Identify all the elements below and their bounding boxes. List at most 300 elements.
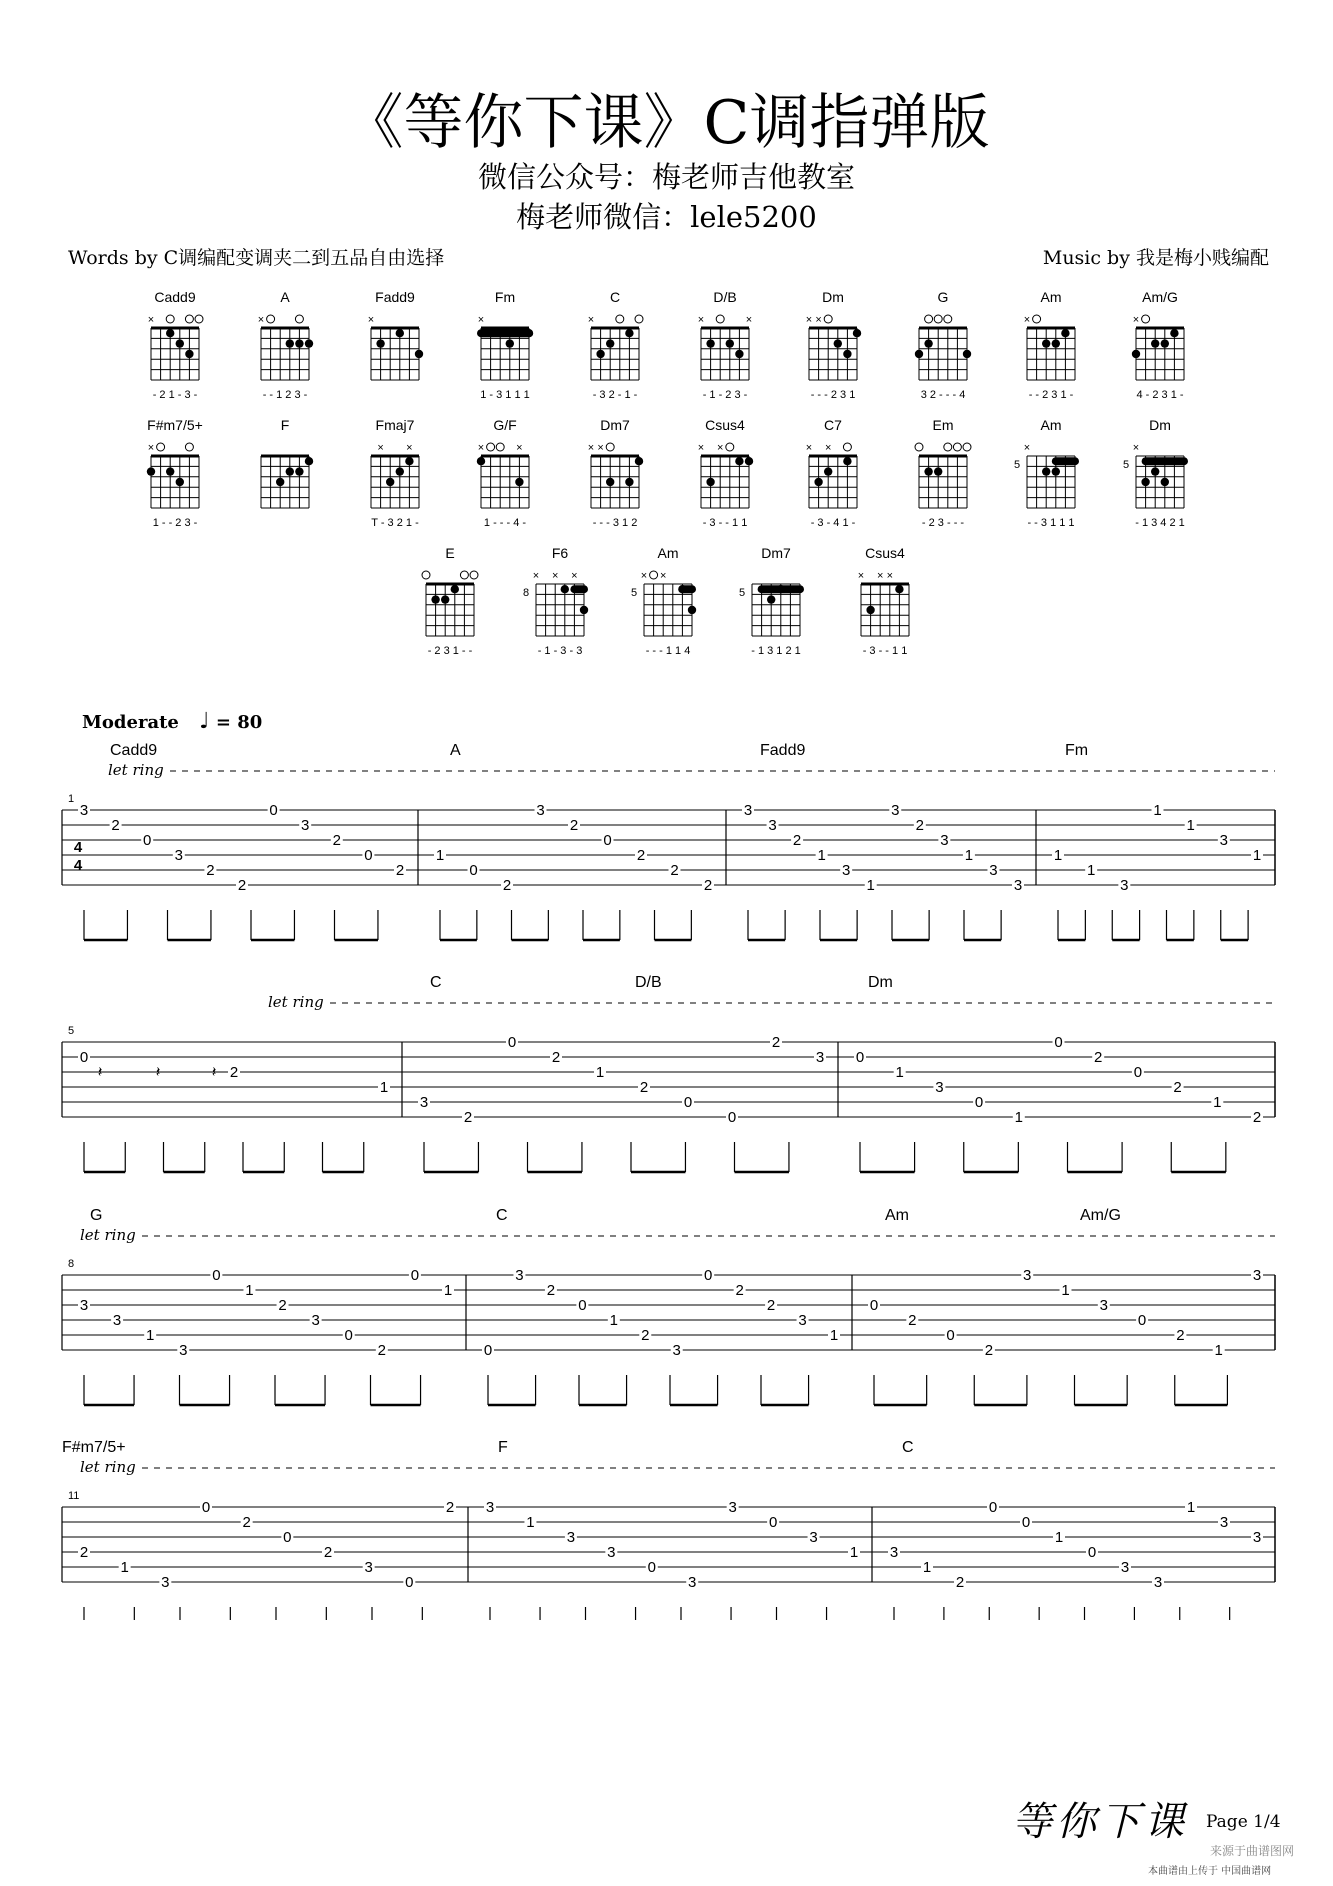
chord-diagram: [588, 289, 643, 401]
chord-diagram: [588, 417, 643, 529]
open-string-mark: [185, 443, 193, 451]
open-string-mark: [1142, 315, 1150, 323]
chord-diagram: [806, 417, 857, 529]
finger-dot: [1061, 329, 1069, 337]
fret-number: 2: [908, 1312, 917, 1329]
finger-dot: [376, 339, 384, 347]
fret-number: 2: [735, 1282, 744, 1299]
chord-diagram: [1024, 289, 1075, 401]
fret-number: 2: [1094, 1049, 1103, 1066]
finger-dot: [396, 329, 404, 337]
chord-name: C: [609, 289, 621, 305]
finger-dot: [915, 350, 923, 358]
barre-bar: [678, 585, 696, 593]
chord-name: Am: [1040, 289, 1062, 305]
fret-number: 0: [410, 1267, 420, 1284]
fret-number: 1: [435, 847, 445, 864]
fret-number: 3: [672, 1342, 681, 1359]
fret-number: 3: [1219, 832, 1229, 849]
fret-number: 1: [146, 1327, 155, 1344]
finger-dot: [305, 339, 313, 347]
chord-diagram: [915, 417, 971, 529]
finger-dot: [814, 478, 822, 486]
fret-number: 3: [743, 802, 753, 819]
fret-number: 1: [1153, 802, 1162, 819]
muted-string-mark: ×: [815, 314, 822, 326]
fret-number: 3: [798, 1312, 807, 1329]
chord-diagram: [523, 545, 588, 657]
chord-fingering: T - 3 2 1 -: [371, 517, 419, 529]
muted-string-mark: ×: [876, 570, 884, 582]
tempo-marking: [82, 709, 262, 734]
tab-system: [62, 974, 1275, 1172]
tab-system: [62, 742, 1275, 940]
fret-number: 0: [869, 1297, 879, 1314]
fret-number: 2: [915, 817, 924, 834]
fret-number: 2: [377, 1342, 386, 1359]
fret-number: 2: [445, 1499, 455, 1516]
fret-number: 1: [922, 1559, 932, 1576]
muted-string-mark: ×: [716, 442, 724, 454]
fret-number: 1: [443, 1282, 453, 1299]
chord-name: Am: [1040, 417, 1062, 433]
fret-number: 3: [768, 817, 777, 834]
muted-string-mark: ×: [147, 314, 155, 326]
chord-name: Csus4: [865, 545, 905, 561]
fret-number: 1: [609, 1312, 618, 1329]
fret-number: 3: [1252, 1529, 1262, 1546]
fret-number: 0: [974, 1094, 984, 1111]
finger-dot: [276, 478, 284, 486]
fret-number: 2: [237, 877, 247, 894]
open-string-mark: [953, 443, 961, 451]
chord-diagram: [806, 289, 861, 401]
fret-number: 0: [79, 1049, 89, 1066]
fret-number: 2: [766, 1297, 776, 1314]
fret-number: 2: [1176, 1327, 1185, 1344]
finger-dot: [843, 457, 851, 465]
tab-chord-label: G: [90, 1207, 103, 1224]
fret-number: 1: [849, 1544, 859, 1561]
finger-dot: [286, 339, 294, 347]
quarter-note-icon: ♩: [199, 709, 210, 734]
muted-string-mark: ×: [516, 442, 523, 454]
fret-number: 3: [809, 1529, 818, 1546]
finger-dot: [924, 467, 932, 475]
measure-number: 8: [68, 1258, 75, 1270]
chord-name: Fmaj7: [375, 417, 415, 433]
fret-number: 0: [483, 1342, 493, 1359]
chord-fingering: - 1 - 3 - 3: [537, 645, 583, 657]
finger-dot: [405, 457, 413, 465]
chord-fret-number: 8: [522, 587, 530, 599]
fret-number: 2: [1252, 1109, 1262, 1126]
chord-fingering: - 3 - - 1 1: [862, 645, 908, 657]
fret-number: 3: [485, 1499, 495, 1516]
open-string-mark: [925, 315, 933, 323]
chord-diagram: [477, 289, 533, 401]
chord-fingering: - 1 3 1 2 1: [751, 645, 801, 657]
open-string-mark: [267, 315, 275, 323]
fret-number: 0: [283, 1529, 292, 1546]
finger-dot: [606, 478, 614, 486]
finger-dot: [625, 478, 633, 486]
muted-string-mark: ×: [805, 442, 813, 454]
chord-diagram: [698, 289, 752, 401]
tab-chord-label: Cadd9: [110, 742, 158, 759]
tab-chord-label: Dm: [868, 974, 893, 991]
open-string-mark: [934, 315, 942, 323]
muted-string-mark: ×: [147, 442, 155, 454]
chord-fingering: - - 3 1 1 1: [1027, 517, 1075, 529]
open-string-mark: [606, 443, 614, 451]
fret-number: 2: [502, 877, 512, 894]
chord-fingering: 3 2 - - - 4: [920, 389, 966, 401]
muted-string-mark: ×: [824, 442, 832, 454]
finger-dot: [735, 457, 743, 465]
tab-chord-label: D/B: [635, 974, 662, 991]
fret-number: 3: [935, 1079, 944, 1096]
tab-chord-label: A: [450, 742, 461, 759]
tab-chord-label: Fm: [1065, 742, 1089, 759]
open-string-mark: [944, 443, 952, 451]
chord-fingering: - - - 3 1 2: [592, 517, 638, 529]
handwritten-title: 等你下课: [1012, 1799, 1188, 1845]
fret-number: 1: [120, 1559, 129, 1576]
open-string-mark: [635, 315, 643, 323]
finger-dot: [625, 329, 633, 337]
finger-dot: [1151, 467, 1159, 475]
muted-string-mark: ×: [1023, 314, 1031, 326]
chord-name: Fm: [494, 289, 516, 305]
let-ring-label: let ring: [80, 1226, 136, 1244]
measure-number: 5: [68, 1025, 75, 1037]
chord-fingering: - 3 2 - 1 -: [592, 389, 638, 401]
muted-string-mark: ×: [477, 442, 485, 454]
fret-number: 1: [1186, 817, 1195, 834]
fret-number: 3: [607, 1544, 616, 1561]
fret-number: 1: [526, 1514, 535, 1531]
chord-diagram: [477, 417, 529, 529]
fret-number: 0: [405, 1574, 414, 1591]
fret-number: 0: [1133, 1064, 1143, 1081]
tempo-label: Moderate: [82, 712, 179, 733]
fret-number: 2: [206, 862, 215, 879]
muted-string-mark: ×: [1023, 442, 1031, 454]
upload-note: 本曲谱由上传于 中国曲谱网: [1148, 1866, 1272, 1877]
let-ring-label: let ring: [268, 993, 324, 1011]
finger-dot: [735, 350, 743, 358]
chord-diagram: [698, 417, 753, 529]
chord-fingering: - 3 - - 1 1: [702, 517, 748, 529]
open-string-mark: [616, 315, 624, 323]
chord-name: Fadd9: [375, 289, 415, 305]
chord-fret-number: 5: [1013, 459, 1021, 471]
finger-dot: [305, 457, 313, 465]
fret-number: 2: [463, 1109, 473, 1126]
quarter-rest-icon: 𝄽: [211, 1064, 217, 1081]
fret-number: 2: [955, 1574, 965, 1591]
finger-dot: [1042, 467, 1050, 475]
fret-number: 3: [112, 1312, 122, 1329]
fret-number: 3: [1013, 877, 1023, 894]
chord-fret-number: 5: [1122, 459, 1130, 471]
fret-number: 0: [269, 802, 278, 819]
fret-number: 3: [301, 817, 310, 834]
muted-string-mark: ×: [477, 314, 485, 326]
finger-dot: [963, 350, 971, 358]
chord-name: G: [937, 289, 949, 305]
chord-fingering: - - - 2 3 1: [810, 389, 856, 401]
finger-dot: [706, 478, 714, 486]
chord-fingering: - 3 - 4 1 -: [810, 517, 856, 529]
chord-fingering: - 2 3 1 - -: [427, 645, 473, 657]
fret-number: 3: [1219, 1514, 1229, 1531]
fret-number: 0: [603, 832, 612, 849]
fret-number: 2: [639, 1079, 649, 1096]
fret-number: 1: [1086, 862, 1096, 879]
chord-name: G/F: [493, 417, 517, 433]
barre-bar: [758, 585, 804, 593]
fret-number: 1: [1061, 1282, 1070, 1299]
chord-diagram: [858, 545, 909, 657]
chord-diagram: [261, 417, 313, 508]
fret-number: 0: [469, 862, 478, 879]
fret-number: 0: [212, 1267, 221, 1284]
fret-number: 3: [891, 802, 900, 819]
chord-name: Dm: [822, 289, 844, 305]
fret-number: 2: [569, 817, 579, 834]
fret-number: 0: [201, 1499, 211, 1516]
chord-diagram: [258, 289, 313, 401]
fret-number: 1: [1186, 1499, 1196, 1516]
muted-string-mark: ×: [587, 314, 595, 326]
chord-name: A: [280, 289, 290, 305]
muted-string-mark: ×: [640, 570, 648, 582]
chord-fingering: - 1 3 4 2 1: [1135, 517, 1185, 529]
fret-number: 3: [79, 1297, 89, 1314]
chord-fingering: - 1 - 2 3 -: [702, 389, 748, 401]
finger-dot: [866, 606, 874, 614]
finger-dot: [1052, 339, 1060, 347]
finger-dot: [166, 467, 174, 475]
chord-diagram: [1132, 289, 1184, 401]
fret-number: 3: [889, 1544, 899, 1561]
finger-dot: [688, 606, 696, 614]
chord-name: Em: [932, 417, 954, 433]
fret-number: 0: [143, 832, 152, 849]
fret-number: 1: [1053, 847, 1063, 864]
tab-chord-label: Am: [885, 1207, 909, 1224]
finger-dot: [451, 585, 459, 593]
open-string-mark: [422, 571, 430, 579]
muted-string-mark: ×: [857, 570, 865, 582]
fret-number: 0: [507, 1034, 517, 1051]
finger-dot: [895, 585, 903, 593]
fret-number: 1: [895, 1064, 904, 1081]
fret-number: 3: [419, 1094, 429, 1111]
tempo-bpm: = 80: [215, 712, 263, 733]
fret-number: 2: [395, 862, 405, 879]
open-string-mark: [487, 443, 495, 451]
chord-fret-number: 5: [738, 587, 746, 599]
fret-number: 3: [842, 862, 851, 879]
open-string-mark: [460, 571, 468, 579]
finger-dot: [824, 467, 832, 475]
chord-name: Dm: [1149, 417, 1171, 433]
chord-diagram: [148, 289, 203, 401]
fret-number: 1: [817, 847, 826, 864]
fret-number: 2: [984, 1342, 994, 1359]
chord-fingering: - - 2 3 1 -: [1028, 389, 1074, 401]
fret-number: 1: [1213, 1094, 1222, 1111]
fret-number: 3: [536, 802, 545, 819]
open-string-mark: [824, 315, 832, 323]
finger-dot: [477, 457, 485, 465]
fret-number: 0: [768, 1514, 778, 1531]
fret-number: 1: [1054, 1529, 1064, 1546]
quarter-rest-icon: 𝄽: [97, 1064, 103, 1081]
muted-string-mark: ×: [1132, 442, 1140, 454]
chord-name: D/B: [713, 289, 737, 305]
fret-number: 1: [866, 877, 875, 894]
muted-string-mark: ×: [377, 442, 384, 454]
chord-name: Dm7: [600, 417, 630, 433]
fret-number: 0: [578, 1297, 587, 1314]
muted-string-mark: ×: [1132, 314, 1140, 326]
open-string-mark: [496, 443, 504, 451]
words-credit: Words by C调编配变调夹二到五品自由选择: [68, 247, 445, 269]
subtitle-wechat-account: 微信公众号：梅老师吉他教室: [477, 160, 855, 194]
fret-number: 2: [551, 1049, 561, 1066]
fret-number: 2: [792, 832, 802, 849]
muted-string-mark: ×: [406, 442, 413, 454]
muted-string-mark: ×: [886, 570, 894, 582]
finger-dot: [441, 595, 449, 603]
fret-number: 0: [647, 1559, 656, 1576]
measure-number: 11: [68, 1490, 80, 1502]
chord-name: Am: [657, 545, 679, 561]
finger-dot: [1170, 329, 1178, 337]
muted-string-mark: ×: [659, 570, 667, 582]
chord-diagram: [368, 289, 423, 380]
chord-name: Csus4: [705, 417, 745, 433]
fret-number: 3: [1099, 1297, 1108, 1314]
finger-dot: [176, 478, 184, 486]
finger-dot: [635, 457, 643, 465]
finger-dot: [515, 478, 523, 486]
fret-number: 2: [111, 817, 120, 834]
finger-dot: [415, 350, 423, 358]
fret-number: 1: [245, 1282, 254, 1299]
tab-system: [62, 1439, 1275, 1620]
chord-name: E: [445, 545, 455, 561]
fret-number: 3: [1153, 1574, 1163, 1591]
muted-string-mark: ×: [697, 314, 705, 326]
tab-chord-label: C: [902, 1439, 914, 1456]
chord-diagram-area: [0, 280, 1333, 680]
finger-dot: [166, 329, 174, 337]
fret-number: 1: [595, 1064, 605, 1081]
muted-string-mark: ×: [745, 314, 753, 326]
tab-chord-label: C: [430, 974, 442, 991]
open-string-mark: [944, 315, 952, 323]
open-string-mark: [963, 443, 971, 451]
fret-number: 2: [1173, 1079, 1182, 1096]
muted-string-mark: ×: [697, 442, 705, 454]
fret-number: 3: [364, 1559, 373, 1576]
finger-dot: [1042, 339, 1050, 347]
finger-dot: [706, 339, 714, 347]
fret-number: 2: [229, 1064, 239, 1081]
finger-dot: [853, 329, 861, 337]
source-note: 来源于曲谱图网: [1210, 1844, 1295, 1858]
fret-number: 2: [636, 847, 646, 864]
time-signature-bottom: 4: [73, 857, 83, 874]
chord-fingering: - 2 3 - - -: [921, 517, 965, 529]
music-credit: Music by 我是梅小贱编配: [1042, 247, 1269, 269]
chord-name: F#m7/5+: [147, 417, 203, 433]
barre-bar: [1052, 457, 1079, 465]
finger-dot: [561, 585, 569, 593]
fret-number: 1: [829, 1327, 839, 1344]
fret-number: 2: [641, 1327, 650, 1344]
fret-number: 2: [703, 877, 713, 894]
finger-dot: [834, 339, 842, 347]
fret-number: 3: [728, 1499, 737, 1516]
chord-diagram: [915, 289, 971, 401]
finger-dot: [745, 457, 753, 465]
chord-diagram: [739, 545, 804, 657]
open-string-mark: [295, 315, 303, 323]
barre-bar: [570, 585, 588, 593]
muted-string-mark: ×: [551, 570, 559, 582]
chord-fingering: - - 1 2 3 -: [262, 389, 308, 401]
chord-diagram: [371, 417, 419, 529]
tab-system: [62, 1207, 1275, 1405]
muted-string-mark: ×: [571, 570, 578, 582]
chord-name: F: [280, 417, 290, 433]
finger-dot: [431, 595, 439, 603]
fret-number: 0: [1054, 1034, 1063, 1051]
chord-name: Am/G: [1142, 289, 1178, 305]
fret-number: 0: [1087, 1544, 1097, 1561]
open-string-mark: [650, 571, 658, 579]
fret-number: 3: [1252, 1267, 1262, 1284]
chord-fingering: - 2 1 - 3 -: [152, 389, 198, 401]
let-ring-label: let ring: [80, 1458, 136, 1476]
fret-number: 1: [1252, 847, 1262, 864]
tab-chord-label: Am/G: [1080, 1207, 1121, 1224]
finger-dot: [843, 350, 851, 358]
fret-number: 0: [683, 1094, 693, 1111]
muted-string-mark: ×: [587, 442, 595, 454]
finger-dot: [176, 339, 184, 347]
page-title: 《等你下课》C调指弹版: [343, 88, 990, 158]
chord-diagram: [147, 417, 203, 529]
chord-name: Cadd9: [154, 289, 196, 305]
finger-dot: [1161, 339, 1169, 347]
fret-number: 3: [174, 847, 183, 864]
finger-dot: [396, 467, 404, 475]
fret-number: 2: [323, 1544, 333, 1561]
open-string-mark: [726, 443, 734, 451]
chord-diagram: [1123, 417, 1188, 529]
finger-dot: [596, 350, 604, 358]
fret-number: 0: [988, 1499, 998, 1516]
fret-number: 0: [344, 1327, 353, 1344]
fret-number: 2: [278, 1297, 287, 1314]
